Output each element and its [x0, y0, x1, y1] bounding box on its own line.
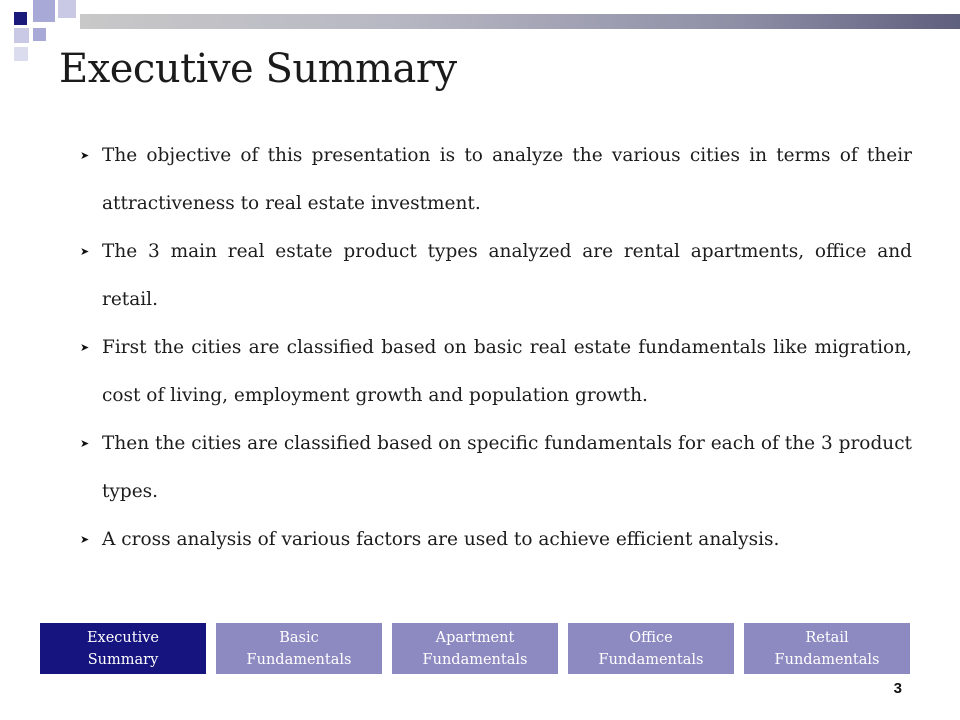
- decor-square: [33, 28, 46, 41]
- section-nav: [40, 623, 910, 674]
- arrowhead-bullet-icon: ➤: [80, 341, 90, 354]
- arrowhead-bullet-icon: ➤: [80, 245, 90, 258]
- nav-tab-executive-summary[interactable]: Executive Summary: [40, 623, 206, 674]
- bullet-item: [74, 420, 912, 516]
- bullet-text: First the cities are classified based on basic real estate fundamentals like migration, cost of living, employment growth and population growth.: [102, 337, 912, 406]
- nav-tab-basic-fundamentals[interactable]: Basic Fundamentals: [216, 623, 382, 674]
- bullet-item: [74, 516, 912, 564]
- bullet-item: [74, 324, 912, 420]
- nav-tab-retail-fundamentals[interactable]: Retail Fundamentals: [744, 623, 910, 674]
- arrowhead-bullet-icon: ➤: [80, 533, 90, 546]
- nav-tab-apartment-fundamentals[interactable]: Apartment Fundamentals: [392, 623, 558, 674]
- decor-square: [33, 0, 55, 22]
- decor-square: [14, 28, 29, 43]
- bullet-item: [74, 228, 912, 324]
- page-number: 3: [893, 680, 902, 697]
- arrowhead-bullet-icon: ➤: [80, 437, 90, 450]
- bullet-list: [74, 132, 912, 564]
- bullet-text: A cross analysis of various factors are used to achieve efficient analysis.: [102, 529, 780, 550]
- page-title: Executive Summary: [59, 46, 457, 92]
- bullet-text: Then the cities are classified based on specific fundamentals for each of the 3 product types.: [102, 433, 912, 502]
- decor-square: [14, 47, 28, 61]
- bullet-item: [74, 132, 912, 228]
- bullet-text: The objective of this presentation is to analyze the various cities in terms of their attractiveness to real estate investment.: [102, 145, 912, 214]
- arrowhead-bullet-icon: ➤: [80, 149, 90, 162]
- decor-square: [58, 0, 76, 18]
- nav-tab-office-fundamentals[interactable]: Office Fundamentals: [568, 623, 734, 674]
- decor-square: [14, 12, 27, 25]
- header-gradient-bar: [80, 14, 960, 29]
- bullet-text: The 3 main real estate product types analyzed are rental apartments, office and retail.: [102, 241, 912, 310]
